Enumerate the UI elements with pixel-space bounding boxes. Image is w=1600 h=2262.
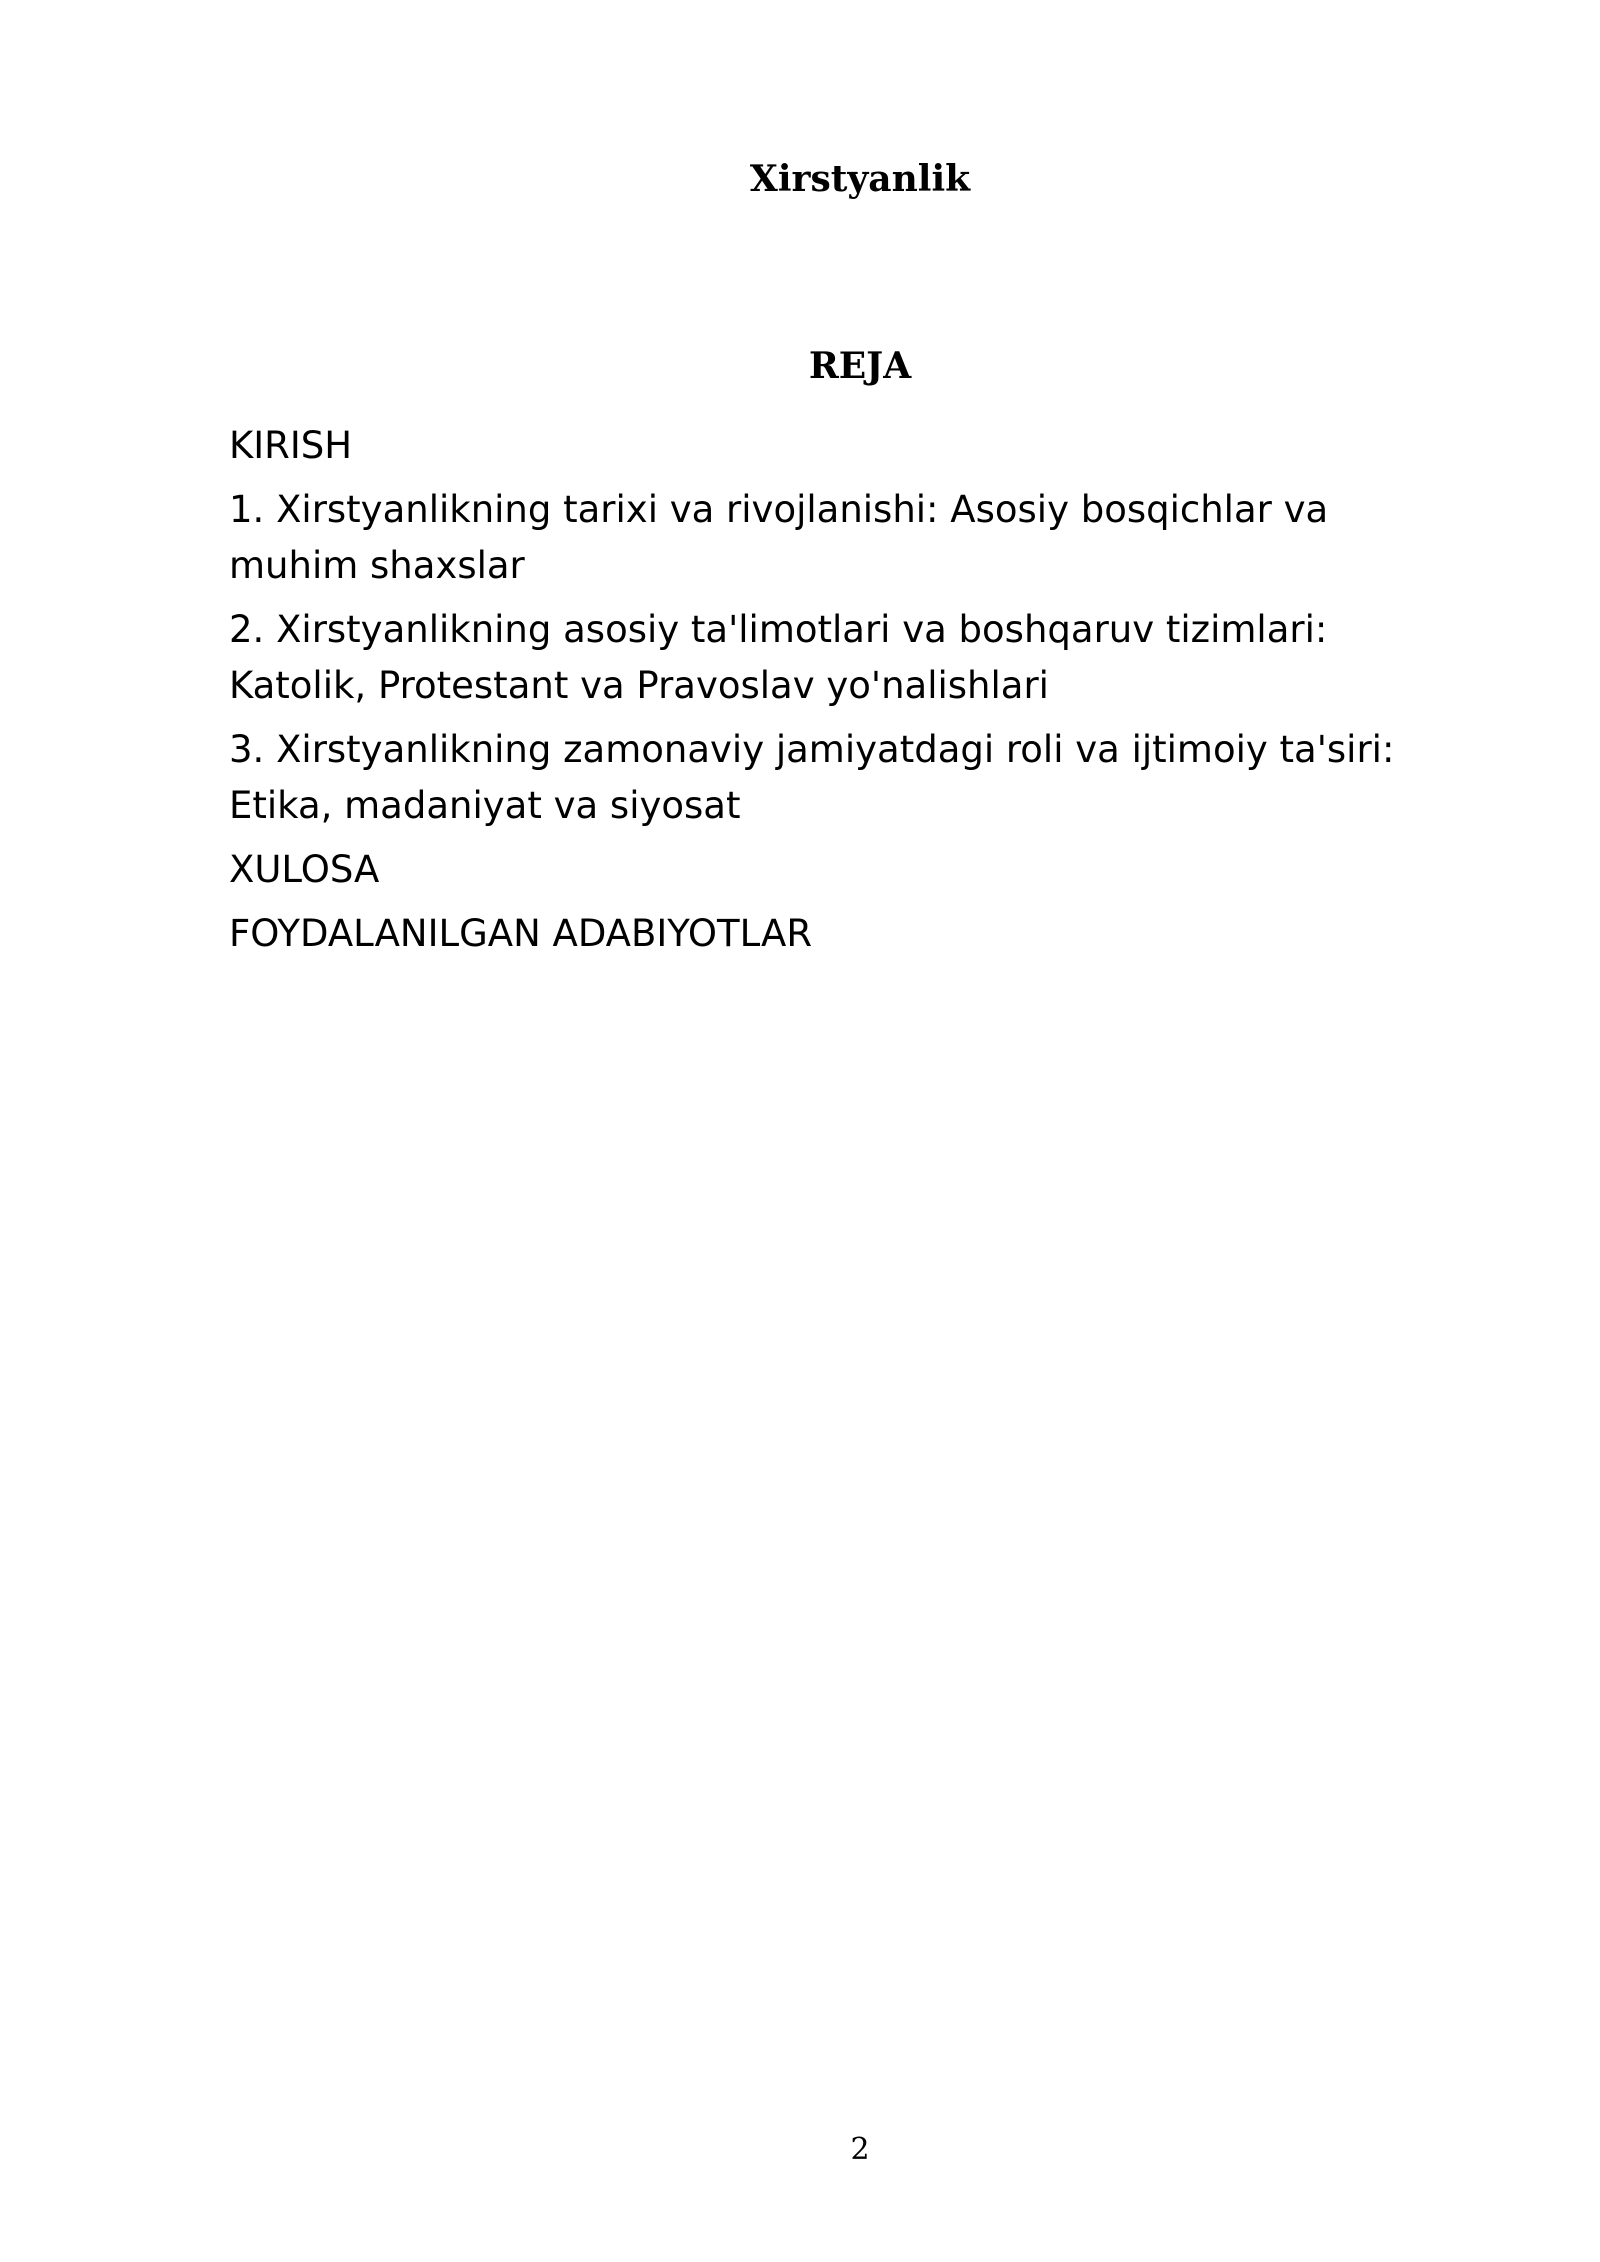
page-number: 2 bbox=[850, 2132, 870, 2167]
plan-item-3: 3. Xirstyanlikning zamonaviy jamiyatdagi roli va ijtimoiy ta'siri: Etika, madaniyat va siyosat bbox=[229, 728, 1395, 827]
plan-list bbox=[229, 418, 1469, 970]
document-title: Xirstyanlik bbox=[749, 158, 971, 200]
plan-item-2: 2. Xirstyanlikning asosiy ta'limotlari va boshqaruv tizimlari: Katolik, Protestant va Pravoslav yo'nalishlari bbox=[229, 608, 1328, 707]
plan-item-introduction: KIRISH bbox=[229, 424, 353, 467]
plan-item-1: 1. Xirstyanlikning tarixi va rivojlanishi: Asosiy bosqichlar va muhim shaxslar bbox=[229, 488, 1329, 587]
plan-item-references: FOYDALANILGAN ADABIYOTLAR bbox=[229, 912, 813, 955]
plan-heading: REJA bbox=[808, 345, 912, 387]
plan-item-conclusion: XULOSA bbox=[229, 848, 380, 891]
